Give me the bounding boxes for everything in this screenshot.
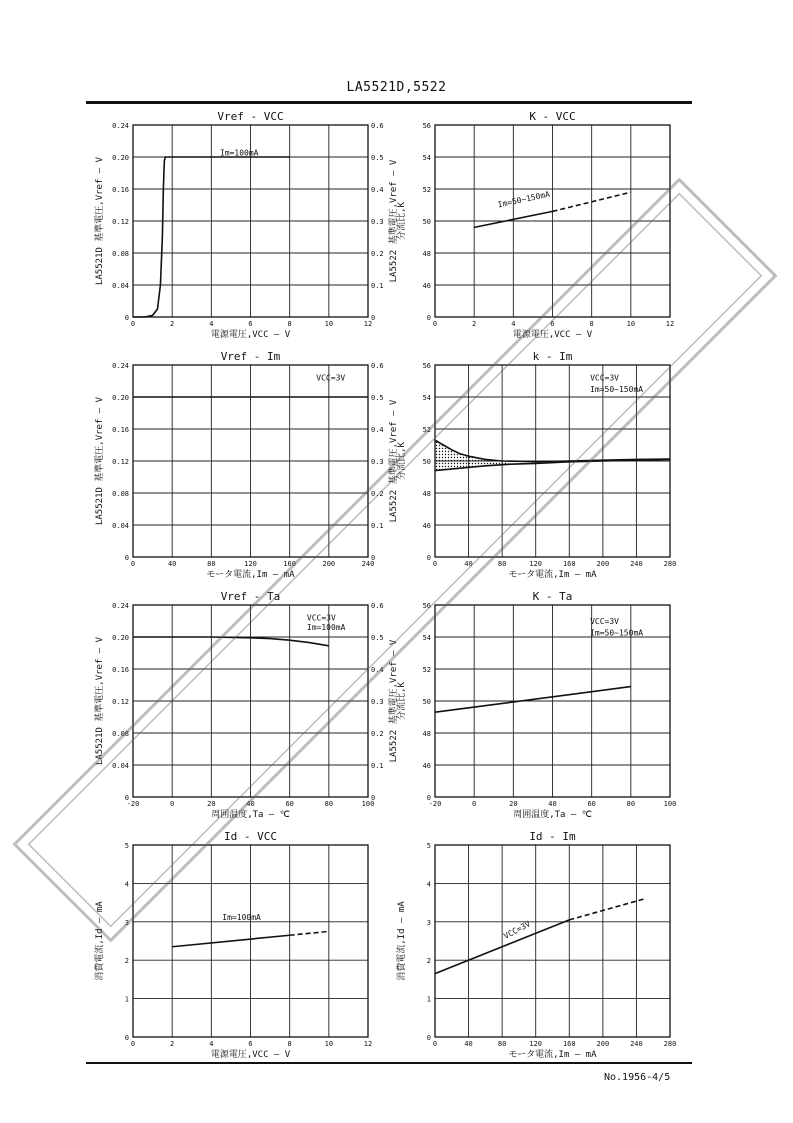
x-axis-label: 電源電圧,VCC — V bbox=[210, 1050, 291, 1060]
series-line-1 bbox=[172, 935, 289, 947]
y-axis-label: LA5521D 基準電圧,Vref — V bbox=[95, 636, 105, 766]
y2-tick-label: 0.4 bbox=[371, 666, 384, 674]
chart-title: k - Im bbox=[532, 350, 573, 363]
y-tick-label: 0.24 bbox=[112, 122, 129, 130]
x-tick-label: 160 bbox=[283, 560, 296, 568]
y-tick-label: 0.12 bbox=[112, 218, 129, 226]
x-axis-label: モータ電流,Im — mA bbox=[508, 1050, 597, 1060]
chart-1 bbox=[93, 110, 399, 340]
y2-tick-label: 0.3 bbox=[371, 458, 384, 466]
y2-axis-label: LA5522 基準電圧,Vref — V bbox=[389, 639, 399, 763]
y2-tick-label: 0.3 bbox=[371, 218, 384, 226]
y2-tick-label: 0.5 bbox=[371, 394, 384, 402]
x-tick-label: 10 bbox=[324, 320, 334, 328]
y-tick-label: 52 bbox=[422, 186, 431, 194]
x-tick-label: 40 bbox=[464, 1040, 473, 1048]
y2-tick-label: 0.6 bbox=[371, 602, 384, 610]
y2-tick-label: 0.1 bbox=[371, 282, 384, 290]
x-tick-label: 0 bbox=[130, 560, 136, 568]
y2-tick-label: 0.1 bbox=[371, 762, 384, 770]
annotation: VCC=3V bbox=[590, 373, 620, 383]
x-tick-label: 40 bbox=[246, 800, 255, 808]
x-tick-label: 200 bbox=[596, 1040, 610, 1048]
y-tick-label: 4 bbox=[124, 880, 129, 889]
y-tick-label: 0 bbox=[124, 554, 129, 562]
annotation: VCC=3V bbox=[502, 919, 532, 941]
x-tick-label: 8 bbox=[589, 320, 594, 328]
series-line-1 bbox=[435, 687, 631, 713]
y-tick-label: 0 bbox=[124, 1034, 129, 1042]
chart-title: Vref - Ta bbox=[220, 590, 281, 603]
chart-title: K - Ta bbox=[532, 590, 573, 603]
x-tick-label: 10 bbox=[626, 320, 636, 328]
y-tick-label: 50 bbox=[422, 218, 431, 226]
x-axis-label: 周囲温度,Ta — ℃ bbox=[211, 810, 290, 820]
x-tick-label: 280 bbox=[663, 1040, 677, 1048]
chart-8 bbox=[395, 830, 676, 1060]
annotation: VCC=3V bbox=[590, 617, 620, 627]
x-axis-label: 電源電圧,VCC — V bbox=[210, 330, 291, 340]
x-tick-label: 4 bbox=[209, 320, 214, 328]
y-tick-label: 0 bbox=[426, 794, 431, 802]
annotation: Im=50~150mA bbox=[590, 384, 644, 394]
series-line-2 bbox=[290, 931, 329, 935]
y-axis-label: 分流比,K bbox=[397, 682, 407, 720]
annotation: VCC=3V bbox=[306, 613, 336, 623]
y-tick-label: 56 bbox=[422, 362, 431, 370]
y2-tick-label: 0.1 bbox=[371, 522, 384, 530]
x-tick-label: 0 bbox=[432, 320, 438, 328]
x-tick-label: 160 bbox=[562, 560, 576, 568]
y-tick-label: 5 bbox=[124, 842, 129, 850]
y2-tick-label: 0.2 bbox=[371, 730, 384, 738]
x-tick-label: 6 bbox=[550, 320, 555, 328]
y-tick-label: 46 bbox=[422, 522, 431, 530]
x-tick-label: 100 bbox=[361, 800, 375, 808]
footer-rule bbox=[86, 1062, 692, 1064]
chart-2 bbox=[395, 110, 674, 340]
annotation: Im=100mA bbox=[306, 622, 346, 632]
y-tick-label: 54 bbox=[422, 634, 431, 642]
x-axis-label: モータ電流,Im — mA bbox=[508, 570, 597, 580]
x-tick-label: 0 bbox=[170, 800, 175, 808]
y-tick-label: 52 bbox=[422, 666, 431, 674]
y2-axis-label: LA5522 基準電圧,Vref — V bbox=[389, 159, 399, 283]
spread-band bbox=[435, 440, 511, 470]
x-tick-label: 80 bbox=[626, 800, 636, 808]
y-tick-label: 0.16 bbox=[112, 666, 129, 674]
chart-title: Id - VCC bbox=[224, 830, 277, 843]
y-tick-label: 56 bbox=[422, 602, 431, 610]
x-axis-label: 周囲温度,Ta — ℃ bbox=[513, 810, 592, 820]
y-tick-label: 0.24 bbox=[112, 362, 129, 370]
x-tick-label: 40 bbox=[464, 560, 473, 568]
y-tick-label: 0.08 bbox=[112, 730, 129, 738]
y-tick-label: 54 bbox=[422, 154, 431, 162]
x-tick-label: 2 bbox=[472, 320, 477, 328]
chart-3 bbox=[93, 350, 399, 580]
x-tick-label: 80 bbox=[324, 800, 334, 808]
y-tick-label: 0.04 bbox=[112, 282, 129, 290]
x-tick-label: 4 bbox=[511, 320, 516, 328]
y-tick-label: 48 bbox=[422, 730, 431, 738]
x-tick-label: 80 bbox=[207, 560, 216, 568]
y2-tick-label: 0.2 bbox=[371, 250, 384, 258]
x-tick-label: 40 bbox=[167, 560, 177, 568]
x-tick-label: 20 bbox=[207, 800, 216, 808]
y-tick-label: 0 bbox=[124, 794, 129, 802]
x-tick-label: 240 bbox=[630, 1040, 643, 1048]
x-tick-label: -20 bbox=[126, 800, 140, 808]
y-tick-label: 0.20 bbox=[112, 394, 129, 402]
y-tick-label: 54 bbox=[422, 394, 431, 402]
chart-title: K - VCC bbox=[529, 110, 576, 123]
y2-tick-label: 0 bbox=[371, 554, 376, 562]
chart-5 bbox=[93, 590, 399, 820]
y-tick-label: 0 bbox=[426, 1034, 431, 1042]
x-tick-label: 2 bbox=[170, 320, 175, 328]
y-tick-label: 56 bbox=[422, 122, 431, 130]
y2-tick-label: 0.5 bbox=[371, 154, 384, 162]
page-number: No.1956-4/5 bbox=[604, 1072, 671, 1083]
plot-frame bbox=[435, 845, 670, 1037]
x-tick-label: 60 bbox=[587, 800, 596, 808]
y2-tick-label: 0 bbox=[371, 794, 376, 802]
x-axis-label: 電源電圧,VCC — V bbox=[512, 330, 593, 340]
y-axis-label: 分流比,K bbox=[397, 202, 407, 240]
x-tick-label: 10 bbox=[324, 1040, 334, 1048]
x-tick-label: 200 bbox=[322, 560, 336, 568]
annotation: VCC=3V bbox=[316, 373, 346, 383]
annotation: Im=50~150mA bbox=[496, 189, 551, 210]
y-tick-label: 4 bbox=[426, 880, 431, 889]
y-axis-label: LA5521D 基準電圧,Vref — V bbox=[95, 396, 105, 526]
y2-tick-label: 0.5 bbox=[371, 634, 384, 642]
x-tick-label: 8 bbox=[287, 320, 292, 328]
y-tick-label: 0.08 bbox=[112, 250, 129, 258]
x-tick-label: 0 bbox=[130, 320, 136, 328]
y-tick-label: 0 bbox=[426, 554, 431, 562]
chart-6 bbox=[395, 590, 676, 820]
x-tick-label: 240 bbox=[361, 560, 375, 568]
x-tick-label: 60 bbox=[285, 800, 294, 808]
y-tick-label: 0.04 bbox=[112, 522, 129, 530]
x-tick-label: 0 bbox=[472, 800, 477, 808]
y2-tick-label: 0.4 bbox=[371, 426, 384, 434]
x-tick-label: 100 bbox=[663, 800, 677, 808]
y-tick-label: 0.12 bbox=[112, 458, 129, 466]
y-tick-label: 2 bbox=[124, 957, 129, 966]
x-tick-label: 4 bbox=[209, 1040, 214, 1048]
x-tick-label: 2 bbox=[170, 1040, 175, 1048]
x-tick-label: 6 bbox=[248, 320, 253, 328]
y-tick-label: 3 bbox=[124, 918, 129, 927]
y-tick-label: 5 bbox=[426, 842, 431, 850]
y-tick-label: 46 bbox=[422, 762, 431, 770]
x-tick-label: 80 bbox=[497, 1040, 507, 1048]
series-line-1 bbox=[133, 637, 329, 646]
x-tick-label: 12 bbox=[363, 1040, 373, 1048]
chart-title: Vref - VCC bbox=[217, 110, 284, 123]
y-tick-label: 0.04 bbox=[112, 762, 129, 770]
y-tick-label: 1 bbox=[124, 995, 129, 1004]
y2-tick-label: 0.6 bbox=[371, 122, 384, 130]
x-tick-label: 200 bbox=[596, 560, 610, 568]
y-tick-label: 0.24 bbox=[112, 602, 129, 610]
chart-4 bbox=[395, 350, 676, 580]
chart-7 bbox=[93, 830, 372, 1060]
y2-tick-label: 0.4 bbox=[371, 186, 384, 194]
y-tick-label: 46 bbox=[422, 282, 431, 290]
x-tick-label: 12 bbox=[665, 320, 675, 328]
x-tick-label: 12 bbox=[363, 320, 373, 328]
x-tick-label: 8 bbox=[287, 1040, 292, 1048]
chart-title: Vref - Im bbox=[220, 350, 281, 363]
y2-tick-label: 0 bbox=[371, 314, 376, 322]
y-tick-label: 0 bbox=[124, 314, 129, 322]
x-tick-label: 0 bbox=[432, 560, 438, 568]
y-tick-label: 0.16 bbox=[112, 426, 129, 434]
x-axis-label: モータ電流,Im — mA bbox=[206, 570, 295, 580]
y-tick-label: 0.16 bbox=[112, 186, 129, 194]
y2-axis-label: LA5522 基準電圧,Vref — V bbox=[389, 399, 399, 523]
y-tick-label: 0.12 bbox=[112, 698, 129, 706]
x-tick-label: 40 bbox=[548, 800, 557, 808]
x-tick-label: -20 bbox=[428, 800, 442, 808]
y-tick-label: 52 bbox=[422, 426, 431, 434]
document-title: LA5521D,5522 bbox=[346, 80, 447, 95]
y-axis-label: 消費電流,Id — mA bbox=[397, 901, 407, 981]
x-tick-label: 0 bbox=[130, 1040, 136, 1048]
x-tick-label: 280 bbox=[663, 560, 677, 568]
x-tick-label: 80 bbox=[497, 560, 507, 568]
x-tick-label: 240 bbox=[630, 560, 643, 568]
y-tick-label: 0.08 bbox=[112, 490, 129, 498]
y2-tick-label: 0.2 bbox=[371, 490, 384, 498]
y-axis-label: 分流比,K bbox=[397, 442, 407, 480]
y-tick-label: 48 bbox=[422, 490, 431, 498]
x-tick-label: 0 bbox=[432, 1040, 438, 1048]
annotation: Im=100mA bbox=[219, 148, 259, 158]
annotation: Im=100mA bbox=[222, 912, 261, 922]
y-tick-label: 50 bbox=[422, 698, 431, 706]
x-tick-label: 20 bbox=[509, 800, 518, 808]
y-tick-label: 0.20 bbox=[112, 154, 129, 162]
x-tick-label: 6 bbox=[248, 1040, 253, 1048]
y-tick-label: 50 bbox=[422, 458, 431, 466]
annotation: Im=50~150mA bbox=[590, 628, 644, 638]
x-tick-label: 160 bbox=[562, 1040, 576, 1048]
x-tick-label: 120 bbox=[244, 560, 257, 568]
y-tick-label: 3 bbox=[426, 918, 431, 927]
y-tick-label: 0.20 bbox=[112, 634, 129, 642]
y-tick-label: 2 bbox=[426, 957, 431, 966]
y-tick-label: 0 bbox=[426, 314, 431, 322]
y-tick-label: 48 bbox=[422, 250, 431, 258]
y-tick-label: 1 bbox=[426, 995, 431, 1004]
y-axis-label: LA5521D 基準電圧,Vref — V bbox=[95, 156, 105, 286]
y2-tick-label: 0.3 bbox=[371, 698, 384, 706]
y2-tick-label: 0.6 bbox=[371, 362, 384, 370]
y-axis-label: 消費電流,Id — mA bbox=[95, 901, 105, 981]
series-line-2 bbox=[569, 899, 645, 920]
x-tick-label: 120 bbox=[529, 560, 543, 568]
chart-title: Id - Im bbox=[529, 830, 576, 843]
x-tick-label: 120 bbox=[529, 1040, 543, 1048]
